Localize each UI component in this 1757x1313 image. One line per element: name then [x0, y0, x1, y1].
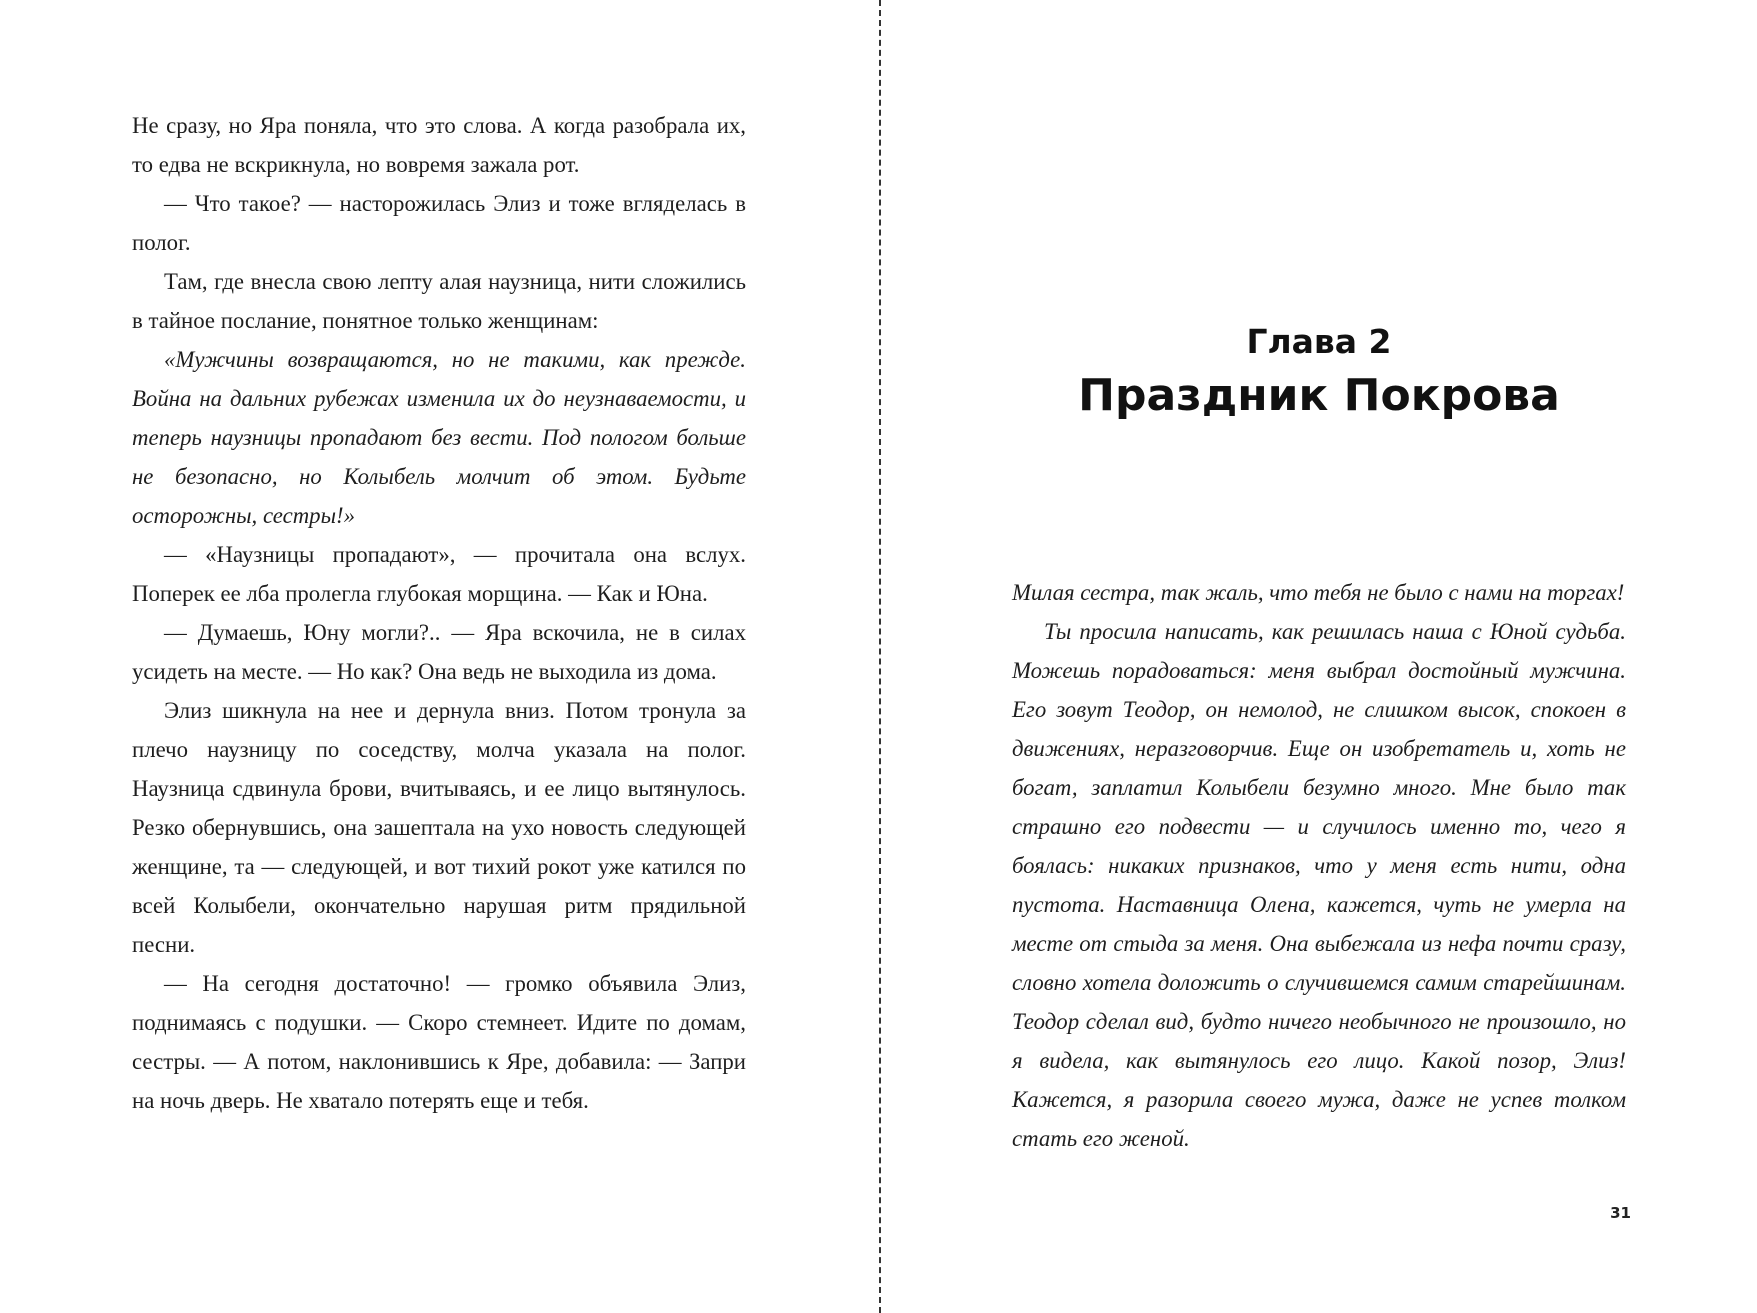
left-paragraph-1: Не сразу, но Яра поняла, что это слова. А когда разобрала их, то едва не вскрикнула, но вовремя зажала рот.	[132, 113, 746, 177]
left-paragraph-7: Элиз шикнула на нее и дернула вниз. Потом тронула за плечо наузницу по соседству, молча указала на полог. Наузница сдвинула брови, вчитываясь, и ее лицо вытянулось. Резко обернувшись, она зашептала на ухо новость следующей женщине, та — следующей, и вот тихий рокот уже катился по всей Колыбели, окончательно нарушая ритм прядильной песни.	[132, 698, 746, 957]
left-paragraph-2: — Что такое? — насторожилась Элиз и тоже вгляделась в полог.	[132, 191, 746, 255]
left-paragraph-5: — «Наузницы пропадают», — прочитала она вслух. Поперек ее лба пролегла глубокая морщина. — Как и Юна.	[132, 542, 746, 606]
letter-body-paragraph: Ты просила написать, как решилась наша с Юной судьба. Можешь порадоваться: меня выбрал достойный мужчина. Его зовут Теодор, он немолод, не слишком высок, спокоен в движениях, неразговорчив. Еще он изобретатель и, хоть не богат, заплатил Колыбели безумно много. Мне было так страшно его подвести — и случилось именно то, чего я боялась: никаких признаков, что у меня есть нити, одна пустота. Наставница Олена, кажется, чуть не умерла на месте от стыда за меня. Она выбежала из нефа почти сразу, словно хотела доложить о случившемся самим старейшинам. Теодор сделал вид, будто ничего необычного не произошло, но я видела, как вытянулось его лицо. Какой позор, Элиз! Кажется, я разорила своего мужа, даже не успев толком стать его женой.	[1012, 619, 1626, 1151]
left-paragraph-8: — На сегодня достаточно! — громко объявила Элиз, поднимаясь с подушки. — Скоро стемнеет. Идите по домам, сестры. — А потом, наклонившись к Яре, добавила: — Запри на ночь дверь. Не хватало потерять еще и тебя.	[132, 971, 746, 1113]
chapter-title: Праздник Покрова	[1078, 370, 1560, 421]
page-number: 31	[1610, 1204, 1631, 1222]
secret-message-paragraph: «Мужчины возвращаются, но не такими, как прежде. Война на дальних рубежах изменила их до неузнаваемости, и теперь наузницы пропадают без вести. Под пологом больше не безопасно, но Колыбель молчит об этом. Будьте осторожны, сестры!»	[132, 347, 746, 528]
right-page-text	[1012, 573, 1626, 1158]
left-paragraph-3: Там, где внесла свою лепту алая наузница, нити сложились в тайное послание, понятное только женщинам:	[132, 269, 746, 333]
letter-greeting-paragraph: Милая сестра, так жаль, что тебя не было с нами на торгах!	[1012, 580, 1625, 605]
left-paragraph-6: — Думаешь, Юну могли?.. — Яра вскочила, не в силах усидеть на месте. — Но как? Она ведь не выходила из дома.	[132, 620, 746, 684]
chapter-heading	[1012, 318, 1626, 426]
left-page-text	[132, 106, 746, 1120]
chapter-number: Глава 2	[1246, 322, 1392, 361]
